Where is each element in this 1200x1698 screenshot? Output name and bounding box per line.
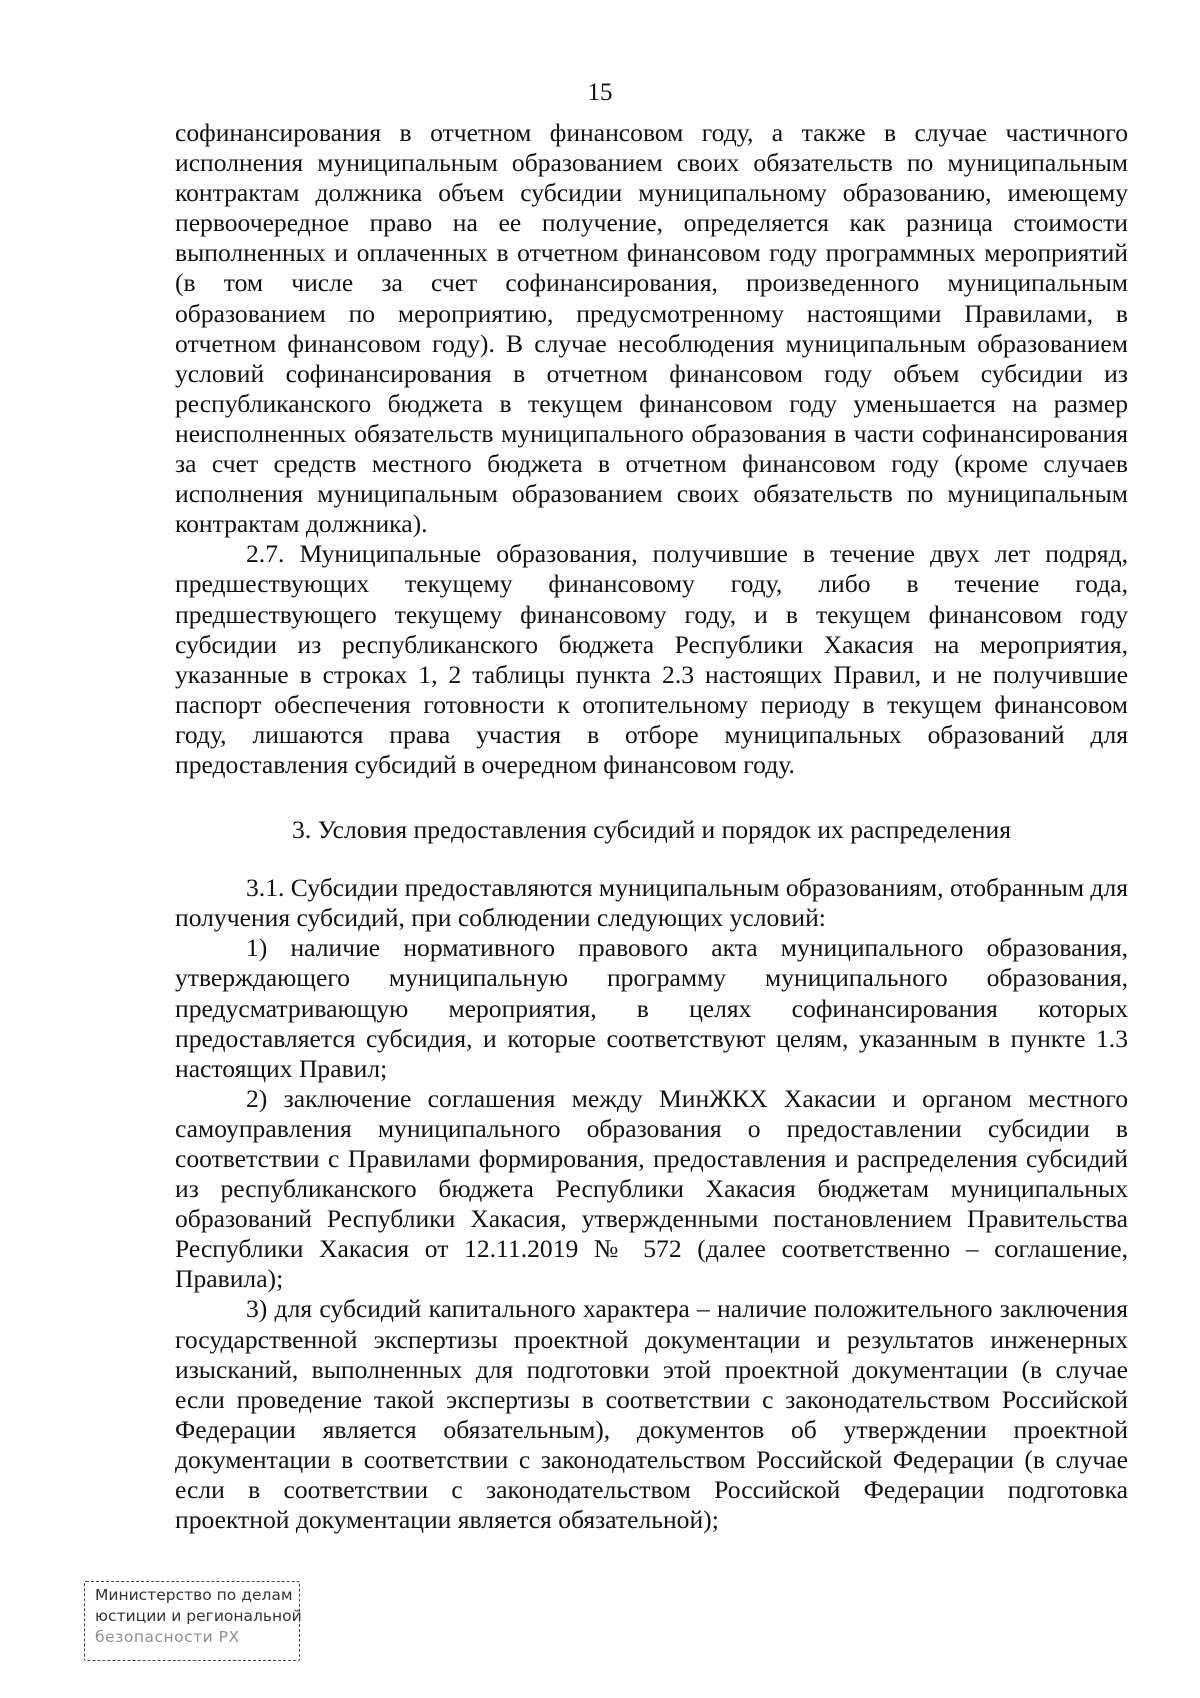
paragraph-3-1: 3.1. Субсидии предоставляются муниципальным образованиям, отобранным для получения субсидий, при соблюдении следующих условий:: [175, 873, 1128, 933]
condition-item-3: 3) для субсидий капитального характера – наличие положительного заключения государственной экспертизы проектной документации и результатов инженерных изысканий, выполненных для подготовки этой проектной документации (в случае если проведение такой экспертизы в соответствии с законодательством Российской Федерации является обязательным), документов об утверждении проектной документации в соответствии с законодательством Российской Федерации (в случае если в соответствии с законодательством Российской Федерации подготовка проектной документации является обязательной);: [175, 1294, 1128, 1535]
stamp-line-2: юстиции и региональной: [95, 1607, 302, 1625]
document-body: [175, 118, 1128, 1535]
page-number: 15: [587, 79, 613, 106]
paragraph-2-7: 2.7. Муниципальные образования, получившие в течение двух лет подряд, предшествующих текущему финансовому году, либо в течение года, предшествующего текущему финансовому году, и в текущем финансовом году субсидии из республиканского бюджета Республики Хакасия на мероприятия, указанные в строках 1, 2 таблицы пункта 2.3 настоящих Правил, и не получившие паспорт обеспечения готовности к отопительному периоду в текущем финансовом году, лишаются права участия в отборе муниципальных образований для предоставления субсидий в очередном финансовом году.: [175, 539, 1128, 779]
section-heading-3: 3. Условия предоставления субсидий и порядок их распределения: [292, 815, 1011, 845]
ministry-stamp: [84, 1581, 300, 1661]
stamp-line-1: Министерство по делам: [95, 1586, 293, 1604]
paragraph-cofinancing-continuation: софинансирования в отчетном финансовом году, а также в случае частичного исполнения муниципальным образованием своих обязательств по муниципальным контрактам должника объем субсидии муниципальному образованию, имеющему первоочередное право на ее получение, определяется как разница стоимости выполненных и оплаченных в отчетном финансовом году программных мероприятий (в том числе за счет софинансирования, произведенного муниципальным образованием по мероприятию, предусмотренному настоящими Правилами, в отчетном финансовом году). В случае несоблюдения муниципальным образованием условий софинансирования в отчетном финансовом году объем субсидии из республиканского бюджета в текущем финансовом году уменьшается на размер неисполненных обязательств муниципального образования в части софинансирования за счет средств местного бюджета в отчетном финансовом году (кроме случаев исполнения муниципальным образованием своих обязательств по муниципальным контрактам должника).: [175, 118, 1128, 539]
condition-item-2: 2) заключение соглашения между МинЖКХ Хакасии и органом местного самоуправления муниципального образования о предоставлении субсидии в соответствии с Правилами формирования, предоставления и распределения субсидий из республиканского бюджета Республики Хакасия бюджетам муниципальных образований Республики Хакасия, утвержденными постановлением Правительства Республики Хакасия от 12.11.2019 № 572 (далее соответственно – соглашение, Правила);: [175, 1083, 1128, 1294]
condition-item-1: 1) наличие нормативного правового акта муниципального образования, утверждающего муниципальную программу муниципального образования, предусматривающую мероприятия, в целях софинансирования которых предоставляется субсидия, и которые соответствуют целям, указанным в пункте 1.3 настоящих Правил;: [175, 933, 1128, 1083]
stamp-line-3: безопасности РХ: [95, 1628, 240, 1646]
